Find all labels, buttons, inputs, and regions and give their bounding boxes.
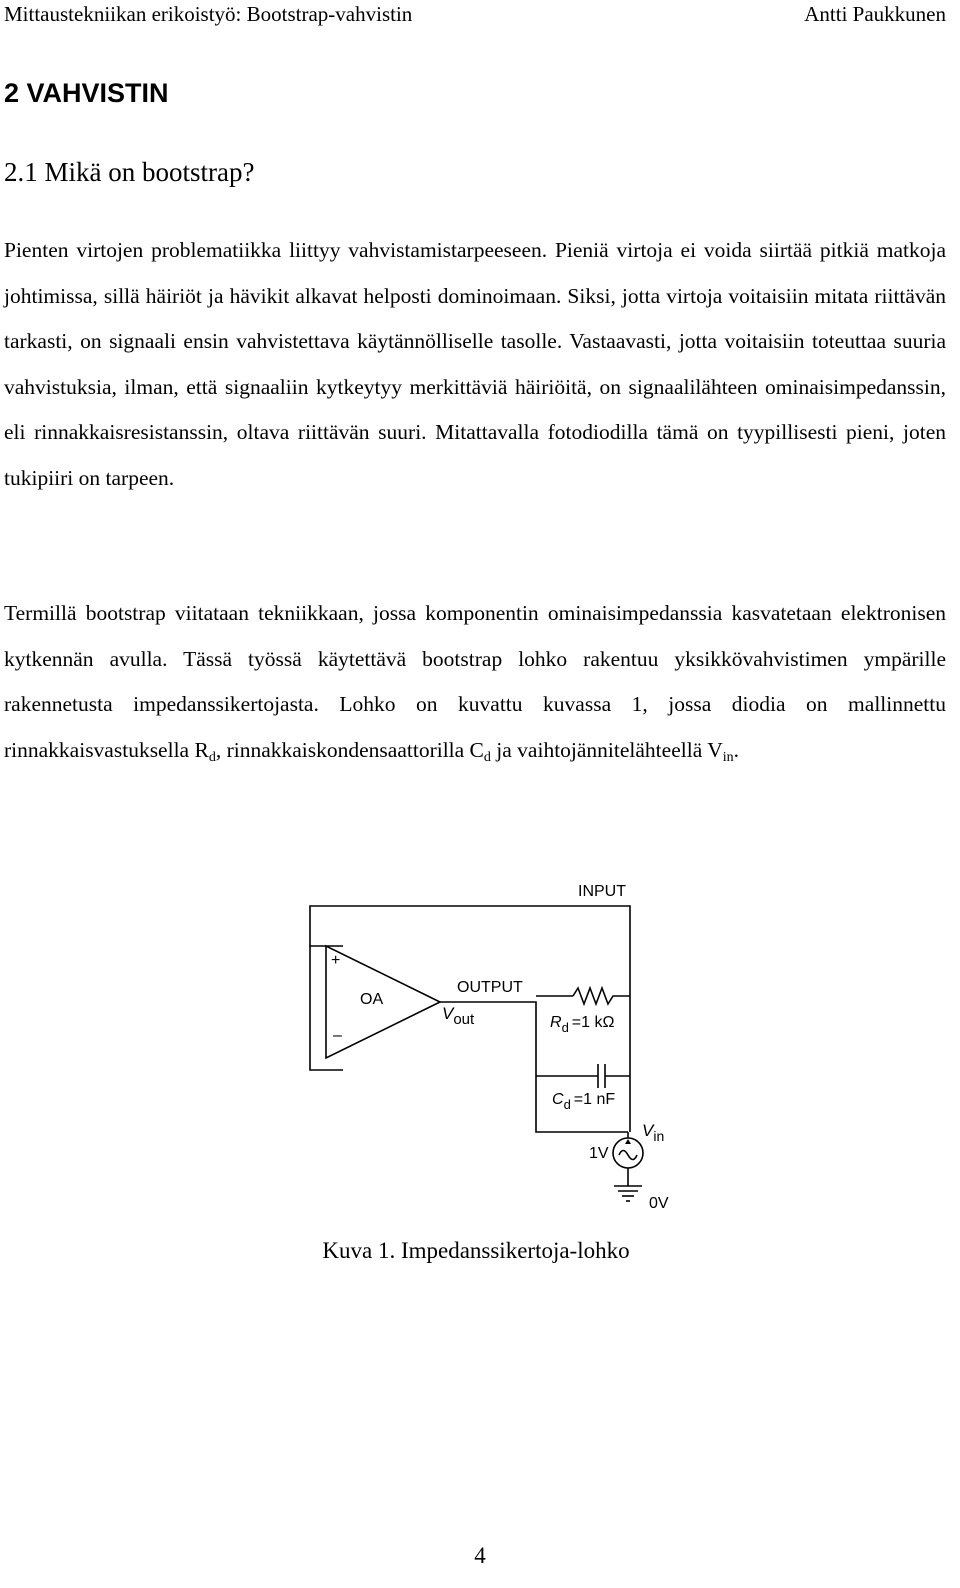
label-output: OUTPUT — [457, 979, 523, 996]
running-header-author: Antti Paukkunen — [804, 2, 946, 26]
paragraph-2-text-c: ja vaihtojännitelähteellä V — [490, 737, 723, 762]
label-ground: 0V — [649, 1195, 669, 1212]
label-plus: + — [331, 952, 341, 969]
paragraph-2 — [4, 591, 946, 773]
subscript-vin: in — [722, 749, 734, 765]
circuit-diagram — [288, 868, 680, 1222]
paragraph-2-text: Termillä bootstrap viitataan tekniikkaan, jossa komponentin ominaisimpedanssia kasvatetaan elektronisen kytkennän avulla. Tässä työssä käytettävä bootstrap lohko rakentuu yksikkövahvistimen ympärille rakennetusta impedanssikertojasta. Lohko on kuvattu kuvassa 1, jossa diodia on mallinnettu rinnakkaisvastuksella R — [4, 601, 946, 762]
paragraph-2-text-b: , rinnakkaiskondensaattorilla C — [215, 737, 484, 762]
resistor-symbol — [573, 988, 630, 1004]
label-oa: OA — [360, 991, 384, 1008]
chapter-title: 2 VAHVISTIN — [4, 78, 169, 108]
paragraph-2-text-d: . — [733, 737, 740, 762]
figure-caption — [0, 1238, 960, 1264]
label-source-amplitude: 1V — [589, 1145, 609, 1162]
label-minus: – — [333, 1027, 342, 1044]
subscript-rd: d — [208, 749, 216, 765]
page-number: 4 — [474, 1543, 486, 1568]
label-input: INPUT — [578, 883, 626, 900]
figure-caption-text: Kuva 1. Impedanssikertoja-lohko — [322, 1238, 630, 1263]
label-vin: $V_{in}$ — [642, 1121, 665, 1144]
section-title: 2.1 Mikä on bootstrap? — [4, 157, 255, 187]
circuit-diagram-svg — [288, 868, 680, 1222]
subscript-cd: d — [483, 749, 491, 765]
label-vout: Vout — [442, 1004, 475, 1028]
label-rd: $R_d =1$ kΩ — [550, 1014, 615, 1035]
running-header-title: Mittaustekniikan erikoistyö: Bootstrap-vahvistin — [4, 2, 413, 26]
paragraph-1: Pienten virtojen problematiikka liittyy vahvistamistarpeeseen. Pieniä virtoja ei voida siirtää pitkiä matkoja johtimissa, sillä häiriöt ja hävikit alkavat helposti dominoimaan. Siksi, jotta virtoja voitaisiin mitata riittävän tarkasti, on signaali ensin vahvistettava käytännölliselle tasolle. Vastaavasti, jotta voitaisiin toteuttaa suuria vahvistuksia, ilman, että signaaliin kytkeytyy merkittäviä häiriöitä, on signaalilähteen ominaisimpedanssin, eli rinnakkaisresistanssin, oltava riittävän suuri. Mitattavalla fotodiodilla tämä on tyypillisesti pieni, joten tukipiiri on tarpeen. — [4, 238, 946, 490]
label-cd: $C_d =1$ nF — [552, 1091, 616, 1112]
